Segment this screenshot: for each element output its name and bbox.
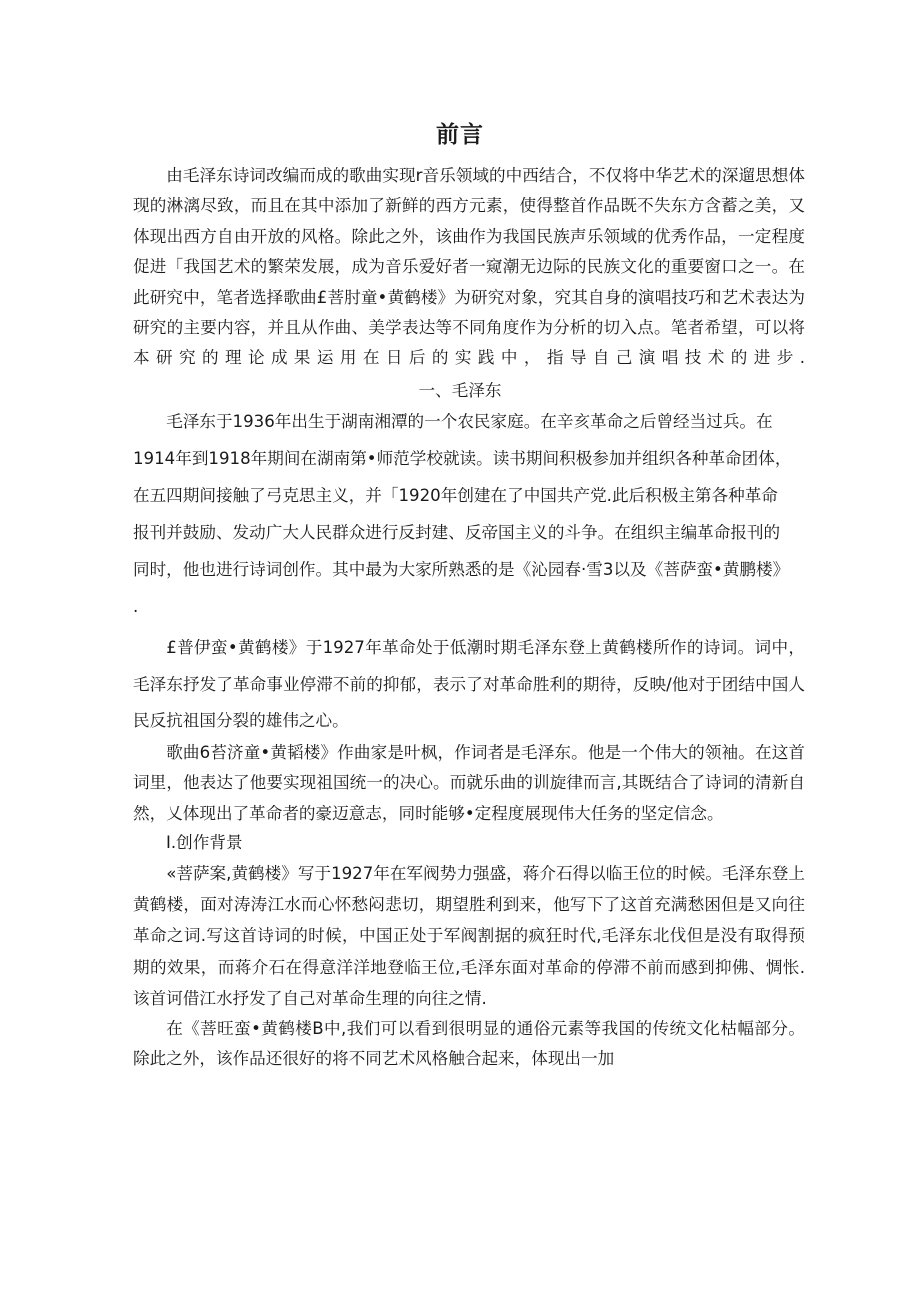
subsection1-paragraph-1: «菩萨案,黄鹤楼》写于1927年在军阀势力强盛，蒋介石得以临王位的时候。毛泽东登上黄鹤楼，面对涛涛江水而心怀愁闷悲切，期望胜利到来，他写下了这首充满愁困但是又向往革命之词.写这首诗词的时候，中国正处于军阀割据的疯狂时代,毛泽东北伐但是没有取得预期的效果，而蒋介石在得意洋洋地登临王位,毛泽东面对革命的停滞不前而感到抑佛、惆怅.该首诃借江水抒发了自己对革命生理的向往之情. <box>133 864 805 1008</box>
text-line: . <box>133 597 139 616</box>
text-line: 1914年到1918年期间在湖南第•师范学校就读。读书期间积极参加并组织各种革命团体， <box>133 449 792 468</box>
text-line: 报刊并鼓励、发动广大人民群众进行反封建、反帝国主义的斗争。在组织主编革命报刊的 <box>133 523 781 542</box>
preface-paragraph: 由毛泽东诗词改编而成的歌曲实现r音乐领域的中西结合，不仅将中华艺术的深遛思想体现的淋漓尽致，而且在其中添加了新鲜的西方元素，使得整首作品既不失东方含蓄之美，又体现出西方自由开放的风格。除此之外，该曲作为我国民族声乐领域的优秀作品，一定程度促进「我国艺术的繁荣发展，成为音乐爱好者一窥潮无边际的民族文化的重要窗口之一。在此研究中，笔者选择歌曲£菩肘童•黄鹤楼》为研究对象，究其自身的演唱技巧和艺术表达为研究的主要内容，并且从作曲、美学表达等不同角度作为分析的切入点。笔者希望，可以将本研究的理论成果运用在日后的实践中，指导自己演唱技术的进步. <box>133 166 805 368</box>
page-title: 前言 <box>436 122 484 148</box>
section1-paragraph-2: £普伊蛮•黄鹤楼》于1927年革命处于低潮时期毛泽东登上黄鹤楼所作的诗词。词中，毛泽东抒发了革命事业停滞不前的抑郁，表示了对革命胜利的期待，反映/他对于团结中国人民反抗祖国分裂的雄伟之心。 <box>133 638 805 730</box>
text-line: 同时，他也进行诗词创作。其中最为大家所熟悉的是《沁园春·雪3以及《菩萨蛮•黄鹏楼》 <box>133 560 790 579</box>
subsection1-paragraph-2: 在《菩旺蛮•黄鹤楼B中,我们可以看到很明显的通俗元素等我国的传统文化枯幅部分。除此之外，该作品还很好的将不同艺术风格触合起来，体现出一加 <box>133 1019 805 1069</box>
subsection-heading-background: I.创作背景 <box>166 833 243 852</box>
text-line: 在五四期间接触了弓克思主义，并「1920年创建在了中国共产党.此后积极主第各种革命 <box>133 486 778 505</box>
text-line: 毛泽东于1936年出生于湖南湘潭的一个农民家庭。在辛亥革命之后曾经当过兵。在 <box>166 412 773 431</box>
section-heading-mao: 一、毛泽东 <box>418 381 502 400</box>
section1-paragraph-3: 歌曲6苔济童•黄韬楼》作曲家是叶枫，作词者是毛泽东。他是一个伟大的领袖。在这首词里，他表达了他要实现祖国统一的决心。而就乐曲的训旋律而言,其既结合了诗词的清新自然，乂体现出了革命者的豪迈意志，同时能够•定程度展现伟大任务的坚定信念。 <box>133 743 805 823</box>
